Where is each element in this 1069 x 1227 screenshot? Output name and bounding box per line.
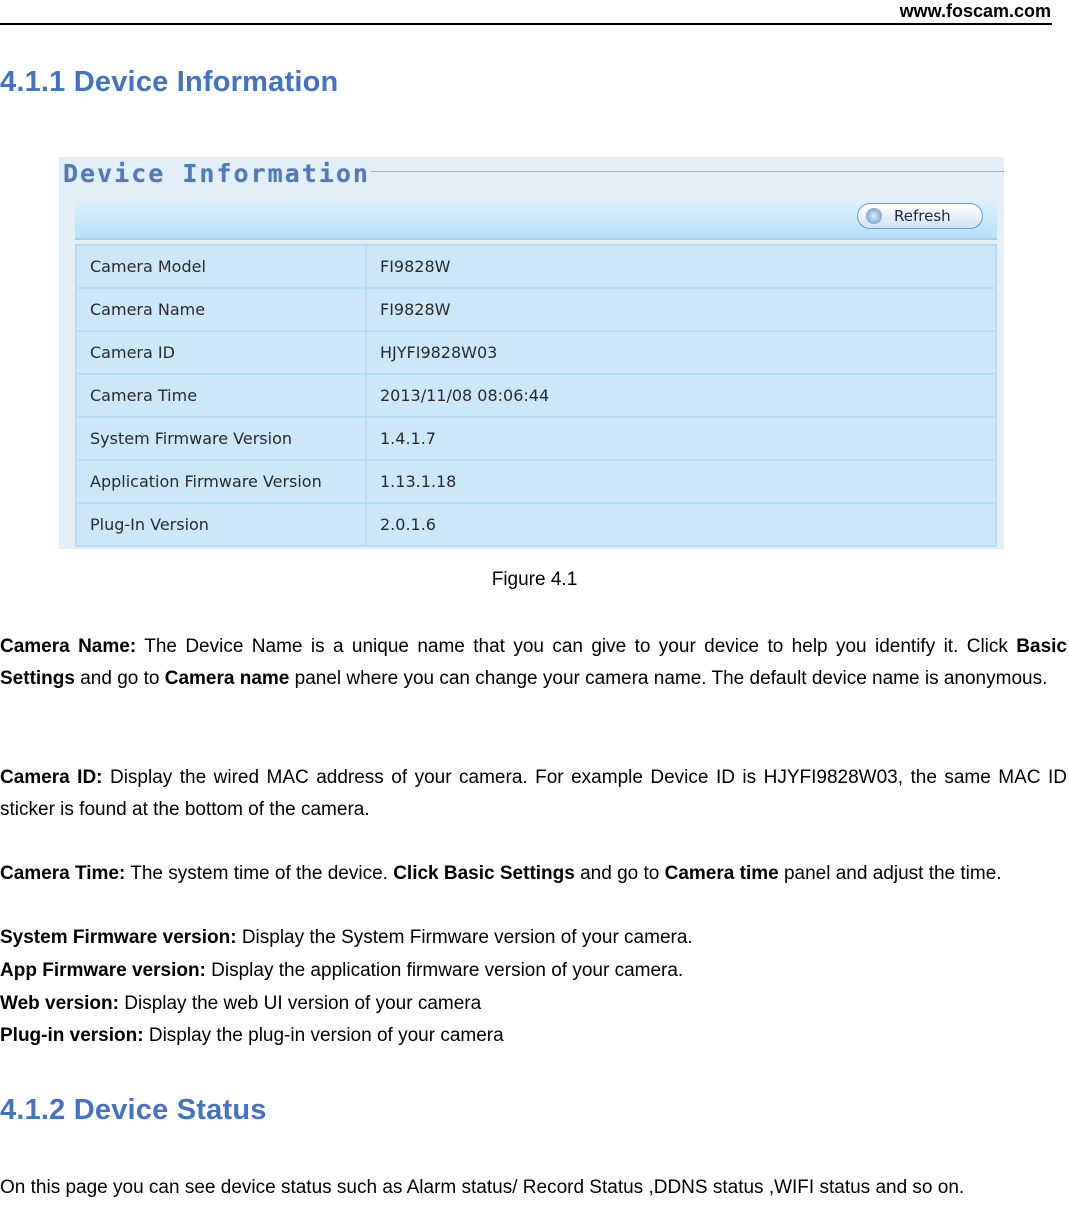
table-row: [76, 331, 996, 374]
figure-toolbar: [75, 198, 997, 240]
refresh-icon: [866, 208, 882, 224]
table-row: [76, 460, 996, 503]
row-value: FI9828W: [366, 288, 996, 331]
app-firmware-description: [0, 955, 683, 987]
table-row: [76, 245, 996, 288]
figure-title-divider: [371, 171, 1004, 172]
term-camera-time: Camera Time:: [0, 863, 126, 884]
device-information-figure: [59, 157, 1004, 549]
row-value: 1.13.1.18: [366, 460, 996, 503]
desc-text: Display the System Firmware version of your camera.: [236, 927, 693, 948]
row-label: Camera Time: [76, 374, 366, 417]
desc-text: and go to: [574, 863, 665, 884]
refresh-button-label: Refresh: [894, 207, 951, 225]
desc-text: panel where you can change your camera name. The default device name is anonymous.: [289, 668, 1048, 689]
device-info-table: [75, 244, 997, 547]
desc-text: The Device Name is a unique name that you can give to your device to help you identify it. Click: [136, 636, 1017, 657]
refresh-button[interactable]: [857, 203, 983, 229]
table-row: [76, 417, 996, 460]
term-camera-name: Camera Name:: [0, 636, 137, 657]
row-value: FI9828W: [366, 245, 996, 288]
desc-text: The system time of the device.: [125, 863, 394, 884]
term-camera-id: Camera ID:: [0, 767, 103, 788]
web-version-description: [0, 988, 481, 1020]
term-plugin-version: Plug-in version:: [0, 1025, 144, 1046]
term-click-basic-settings: Click Basic Settings: [393, 863, 575, 884]
desc-text: Display the plug-in version of your camera: [143, 1025, 504, 1046]
row-label: Plug-In Version: [76, 503, 366, 546]
row-value: 1.4.1.7: [366, 417, 996, 460]
row-label: Camera Name: [76, 288, 366, 331]
camera-name-description: [0, 631, 1067, 695]
term-basic-settings: Basic Settings: [0, 636, 1067, 689]
row-value: 2013/11/08 08:06:44: [366, 374, 996, 417]
plugin-version-description: [0, 1020, 504, 1052]
row-label: Camera Model: [76, 245, 366, 288]
header-rule: [0, 23, 1052, 25]
figure-caption: Figure 4.1: [491, 569, 578, 590]
term-web-version: Web version:: [0, 993, 119, 1014]
desc-text: and go to: [74, 668, 165, 689]
section-title-device-status: 4.1.2 Device Status: [0, 1094, 267, 1126]
table-row: [76, 288, 996, 331]
row-label: Application Firmware Version: [76, 460, 366, 503]
term-camera-name-panel: Camera name: [164, 668, 290, 689]
row-label: System Firmware Version: [76, 417, 366, 460]
row-label: Camera ID: [76, 331, 366, 374]
figure-panel-title: Device Information: [63, 159, 370, 188]
desc-text: Display the application firmware version of your camera.: [205, 960, 684, 981]
system-firmware-description: [0, 922, 693, 954]
row-value: HJYFI9828W03: [366, 331, 996, 374]
header-url: www.foscam.com: [899, 1, 1051, 21]
term-camera-time-panel: Camera time: [664, 863, 779, 884]
camera-time-description: [0, 858, 1067, 890]
row-value: 2.0.1.6: [366, 503, 996, 546]
desc-text: panel and adjust the time.: [778, 863, 1002, 884]
desc-text: Display the web UI version of your camera: [118, 993, 482, 1014]
camera-id-description: [0, 762, 1067, 826]
term-app-firmware: App Firmware version:: [0, 960, 206, 981]
desc-text: Display the wired MAC address of your camera. For example Device ID is HJYFI9828W03, the same MAC ID sticker is found at the bottom of the camera.: [0, 767, 1067, 820]
term-system-firmware: System Firmware version:: [0, 927, 237, 948]
section-title-device-information: 4.1.1 Device Information: [0, 66, 339, 98]
table-row: [76, 374, 996, 417]
table-row: [76, 503, 996, 546]
device-status-description: On this page you can see device status such as Alarm status/ Record Status ,DDNS status ,WIFI status and so on.: [0, 1177, 965, 1198]
